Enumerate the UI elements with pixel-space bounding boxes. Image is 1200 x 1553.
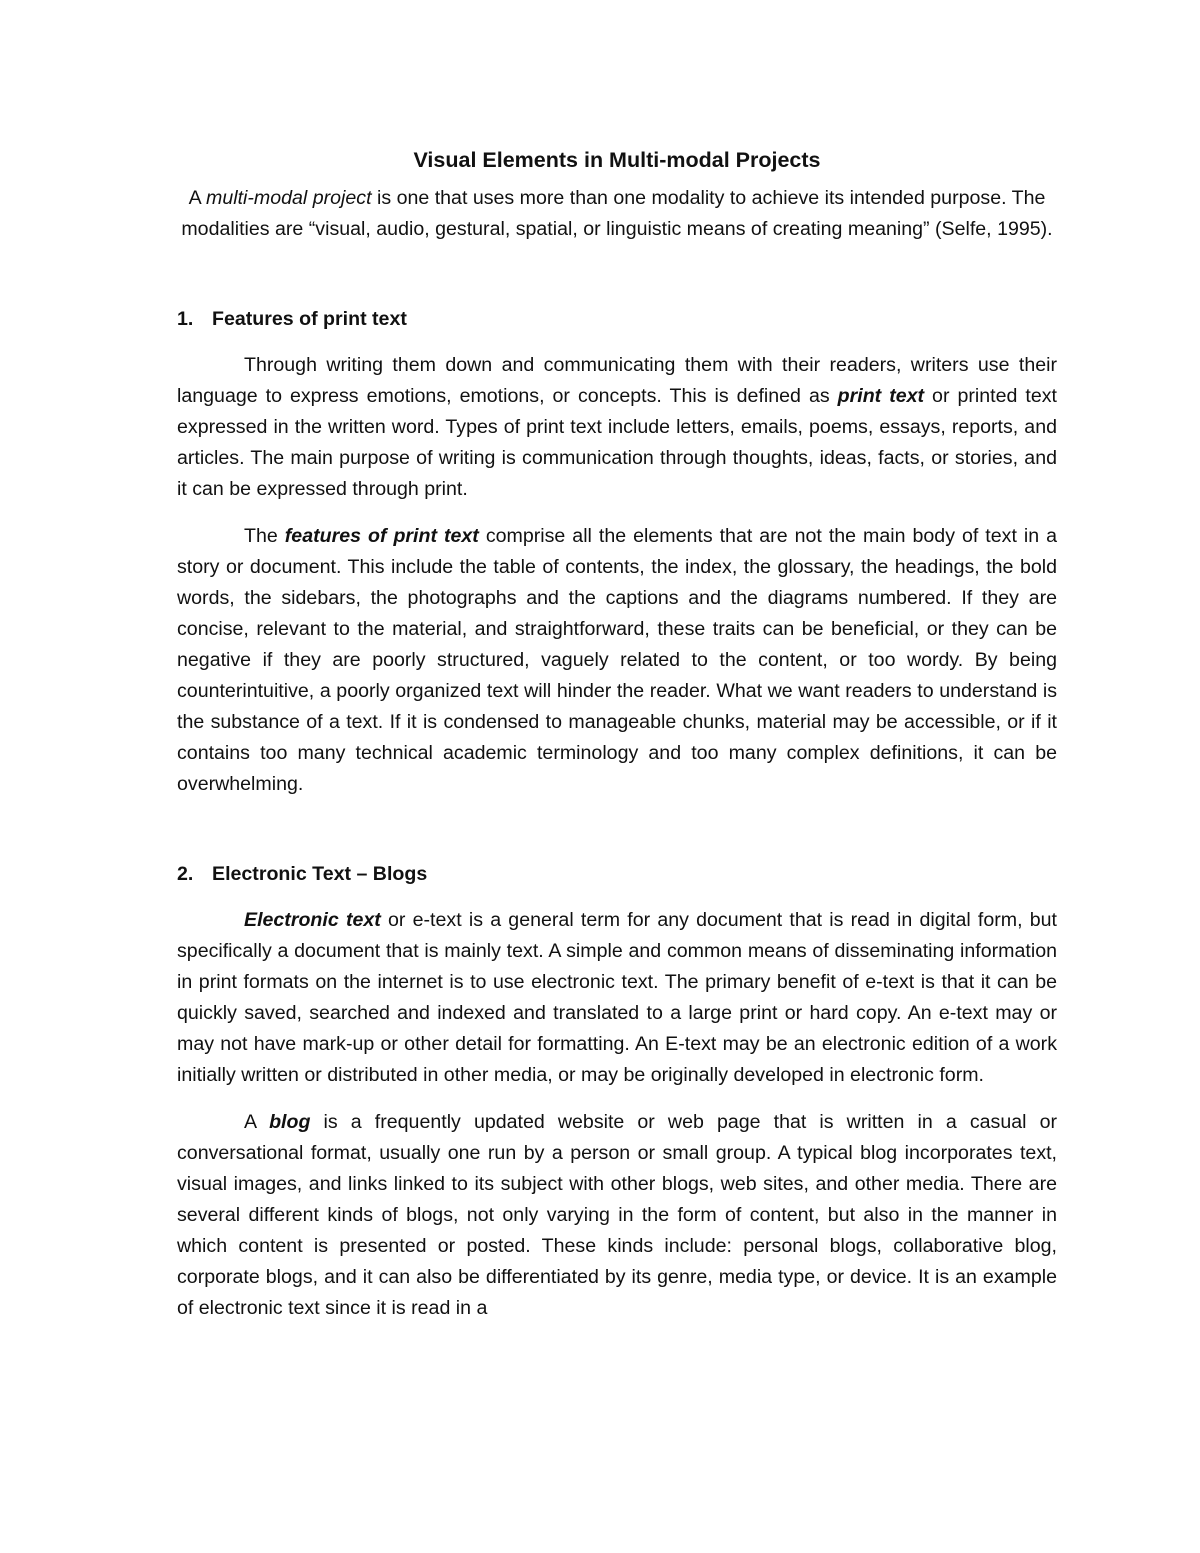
section-1-p2-text-a: The bbox=[244, 525, 285, 547]
section-1-title: Features of print text bbox=[212, 308, 407, 330]
section-2-p1-term: Electronic text bbox=[244, 909, 381, 931]
intro-term: multi-modal project bbox=[206, 187, 372, 209]
section-2-p2-text-a: A bbox=[244, 1111, 270, 1133]
document-title: Visual Elements in Multi-modal Projects bbox=[413, 148, 821, 172]
section-2-heading bbox=[177, 859, 1057, 890]
section-2-p2-term: blog bbox=[269, 1111, 311, 1133]
section-1-paragraph-2 bbox=[177, 521, 1057, 800]
section-1-p1-text-b: or printed text expressed in the written word. Types of print text include letters, emails, poems, essays, reports, and articles. The main purpose of writing is communication through thoughts, ideas, facts, or stories, and it can be expressed through print. bbox=[177, 385, 1057, 500]
section-1-paragraph-1 bbox=[177, 350, 1057, 505]
section-1-p1-text-a: Through writing them down and communicating them with their readers, writers use their language to express emotions, emotions, or concepts. This is defined as bbox=[177, 354, 1057, 407]
document-page bbox=[177, 144, 1057, 1324]
section-2-paragraph-1 bbox=[177, 905, 1057, 1091]
intro-prefix: A bbox=[188, 187, 207, 209]
section-1-p1-term: print text bbox=[837, 385, 925, 407]
intro-paragraph bbox=[177, 176, 1057, 245]
section-1-p2-term: features of print text bbox=[284, 525, 479, 547]
section-1-p2-text-b: comprise all the elements that are not the main body of text in a story or document. This include the table of contents, the index, the glossary, the headings, the bold words, the sidebars, the photographs and the captions and the diagrams numbered. If they are concise, relevant to the material, and straightforward, these traits can be beneficial, or they can be negative if they are poorly structured, vaguely related to the content, or too wordy. By being counterintuitive, a poorly organized text will hinder the reader. What we want readers to understand is the substance of a text. If it is condensed to manageable chunks, material may be accessible, or if it contains too many technical academic terminology and too many complex definitions, it can be overwhelming. bbox=[177, 525, 1058, 795]
intro-rest: is one that uses more than one modality to achieve its intended purpose. The modalities are “visual, audio, gestural, spatial, or linguistic means of creating meaning” (Selfe, 1995). bbox=[181, 187, 1053, 240]
section-1-heading bbox=[177, 304, 1057, 335]
section-2-p1-text-b: or e-text is a general term for any document that is read in digital form, but specifically a document that is mainly text. A simple and common means of disseminating information in print formats on the internet is to use electronic text. The primary benefit of e-text is that it can be quickly saved, searched and indexed and translated to a large print or hard copy. An e-text may or may not have mark-up or other detail for formatting. An E-text may be an electronic edition of a work initially written or distributed in other media, or may be originally developed in electronic form. bbox=[177, 909, 1057, 1086]
section-2-paragraph-2 bbox=[177, 1107, 1057, 1324]
section-2-number: 2. bbox=[177, 863, 194, 885]
section-2-p2-text-b: is a frequently updated website or web page that is written in a casual or conversational format, usually one run by a person or small group. A typical blog incorporates text, visual images, and links linked to its subject with other blogs, web sites, and other media. There are several different kinds of blogs, not only varying in the form of content, but also in the manner in which content is presented or posted. These kinds include: personal blogs, collaborative blog, corporate blogs, and it can also be differentiated by its genre, media type, or device. It is an example of electronic text since it is read in a bbox=[177, 1111, 1057, 1319]
section-2-title: Electronic Text – Blogs bbox=[212, 863, 428, 885]
section-1-number: 1. bbox=[177, 308, 194, 330]
